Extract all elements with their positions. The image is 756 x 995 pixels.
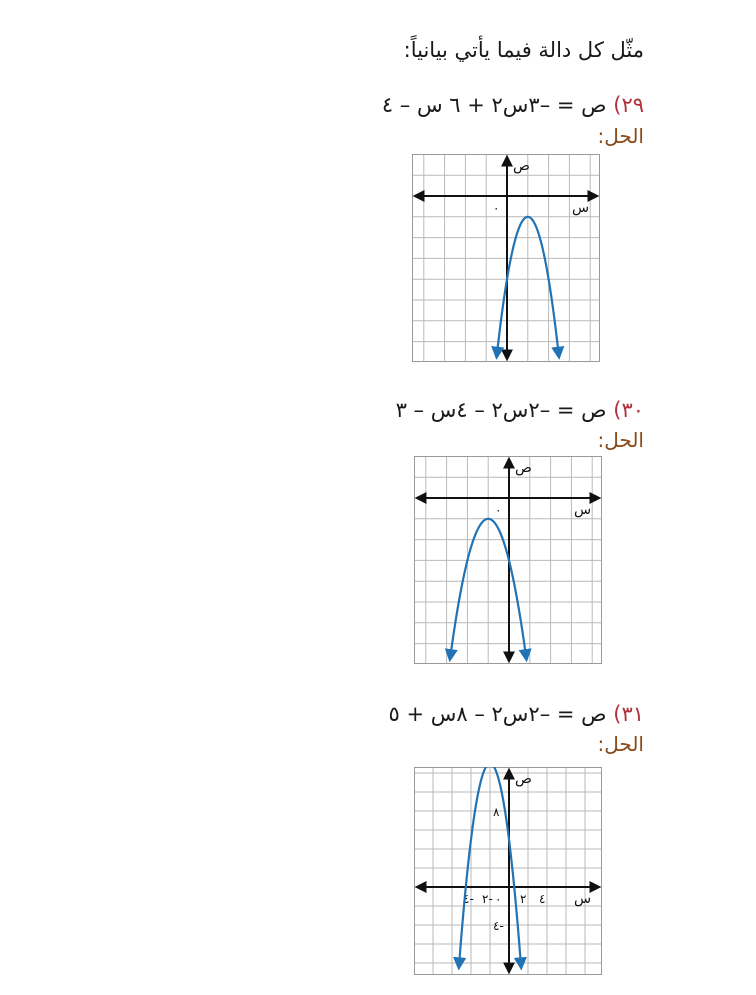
problem-number: ٢٩)	[613, 93, 644, 117]
y-axis-label: ص	[513, 158, 530, 174]
origin-label: ٠	[495, 892, 502, 906]
problem-number: ٣٠)	[613, 398, 644, 422]
graph-30	[414, 456, 602, 664]
x-axis-label: س	[574, 891, 592, 907]
origin-label: ٠	[495, 503, 502, 517]
problem-number: ٣١)	[613, 702, 644, 726]
x-tick-label: ٤	[539, 892, 546, 906]
solution-label: الحل:	[597, 428, 644, 452]
coordinate-grid	[414, 767, 602, 975]
y-tick-label: ٨	[493, 805, 500, 819]
solution-label: الحل:	[597, 124, 644, 148]
problem-equation: ص = –٢س٢ – ٨س + ٥	[388, 702, 607, 726]
problem-equation: ص = –٢س٢ – ٤س – ٣	[395, 398, 607, 422]
x-axis-label: س	[574, 502, 592, 518]
y-tick-label: ٤-	[493, 919, 504, 933]
problem-31	[388, 702, 644, 726]
coordinate-grid	[412, 154, 600, 362]
x-tick-label: ٢	[520, 892, 527, 906]
x-tick-label: ٤-	[463, 892, 474, 906]
solution-label: الحل:	[597, 732, 644, 756]
problem-29	[382, 93, 644, 117]
problem-equation: ص = –٣س٢ + ٦ س – ٤	[381, 93, 607, 117]
graph-31	[414, 767, 602, 975]
coordinate-grid	[414, 456, 602, 664]
y-axis-label: ص	[515, 460, 532, 476]
y-axis-label: ص	[515, 771, 532, 787]
origin-label: ٠	[493, 201, 500, 215]
x-tick-label: ٢-	[482, 892, 493, 906]
graph-29	[412, 154, 600, 362]
x-axis-label: س	[572, 200, 590, 216]
exercise-heading: مثّل كل دالة فيما يأتي بيانياً:	[403, 38, 644, 62]
problem-30	[396, 398, 644, 422]
